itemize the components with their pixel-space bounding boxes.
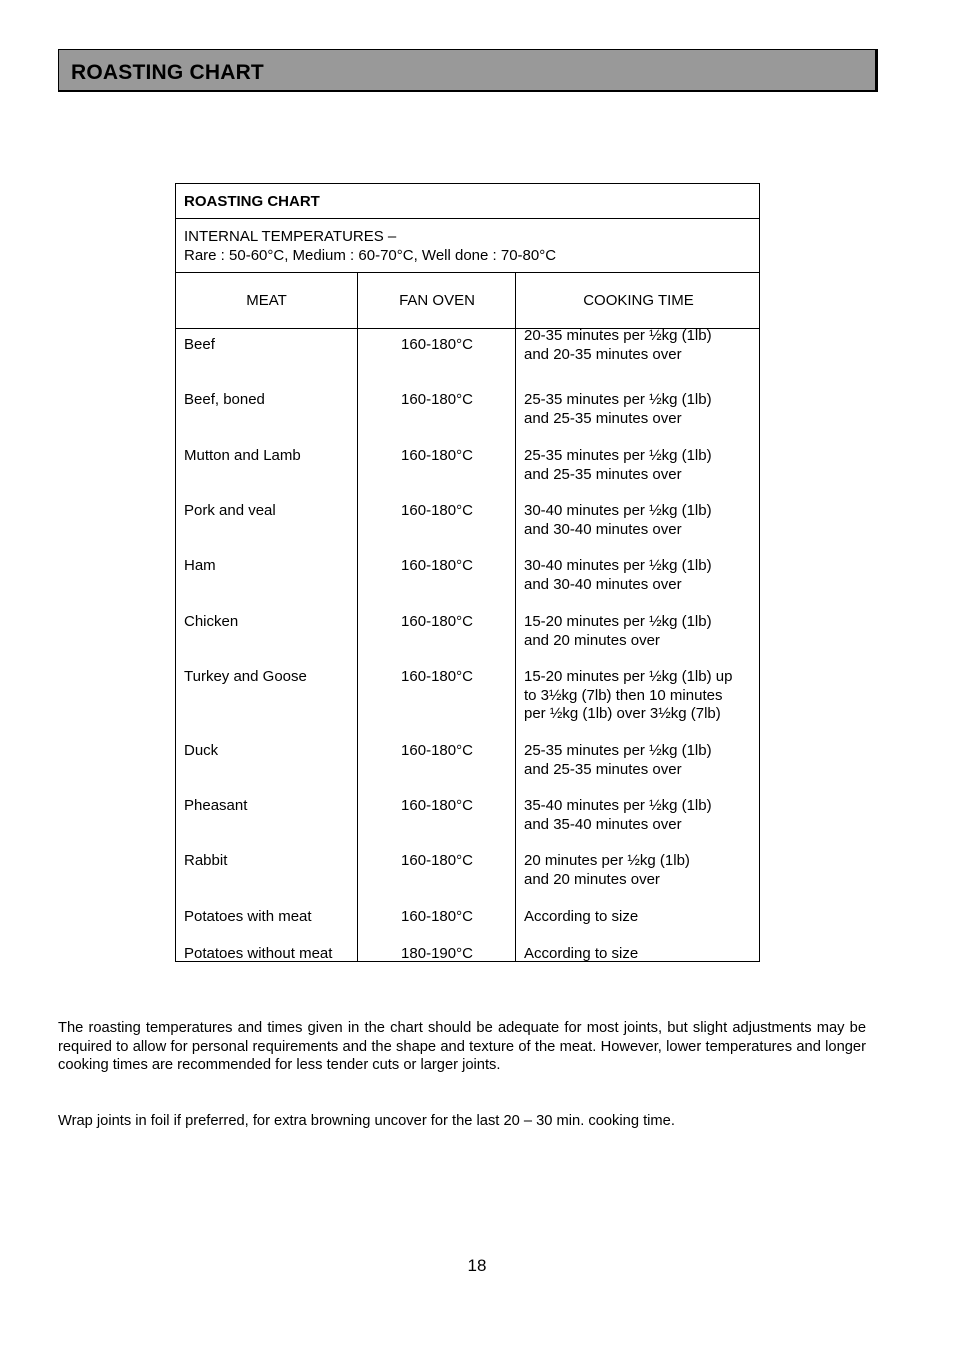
cooking-time-line: 25-35 minutes per ½kg (1lb) <box>524 742 712 759</box>
cooking-time-cell <box>524 613 756 650</box>
meat-cell: Chicken <box>184 613 239 630</box>
page-header <box>58 49 878 92</box>
foil-note: Wrap joints in foil if preferred, for extra browning uncover for the last 20 – 30 min. cooking time. <box>58 1113 675 1129</box>
cooking-time-line: 30-40 minutes per ½kg (1lb) <box>524 557 712 574</box>
meat-cell: Beef, boned <box>184 391 265 408</box>
fan-oven-cell: 160-180°C <box>401 336 473 353</box>
cooking-time-line: and 30-40 minutes over <box>524 520 682 538</box>
roasting-chart-table <box>175 183 760 962</box>
fan-oven-cell: 160-180°C <box>401 908 473 925</box>
cooking-time-line: According to size <box>524 908 639 925</box>
cooking-time-line: and 20 minutes over <box>524 631 660 649</box>
meat-cell: Rabbit <box>184 852 228 869</box>
column-header-row <box>176 273 759 329</box>
cooking-time-line: 30-40 minutes per ½kg (1lb) <box>524 502 712 519</box>
cooking-time-cell <box>524 668 756 724</box>
cooking-time-line: 15-20 minutes per ½kg (1lb) up <box>524 668 733 685</box>
cooking-time-cell <box>524 945 756 964</box>
meat-cell: Potatoes without meat <box>184 945 333 962</box>
fan-oven-cell: 160-180°C <box>401 613 473 630</box>
fan-oven-cell: 160-180°C <box>401 668 473 685</box>
fan-oven-cell: 160-180°C <box>401 742 473 759</box>
fan-oven-cell: 160-180°C <box>401 502 473 519</box>
page-title: ROASTING CHART <box>71 61 264 84</box>
cooking-time-line: to 3½kg (7lb) then 10 minutes <box>524 686 723 704</box>
internal-temperatures-heading: INTERNAL TEMPERATURES – <box>184 228 397 245</box>
cooking-time-line: 15-20 minutes per ½kg (1lb) <box>524 613 712 630</box>
chart-title: ROASTING CHART <box>184 193 320 210</box>
cooking-time-line: per ½kg (1lb) over 3½kg (7lb) <box>524 705 721 722</box>
meat-cell: Pork and veal <box>184 502 276 519</box>
cooking-time-line: and 25-35 minutes over <box>524 409 682 427</box>
roasting-note: The roasting temperatures and times given in the chart should be adequate for most joints, but slight adjustments may be required to allow for personal requirements and the shape and texture of the meat. However, lower temperatures and longer cooking times are recommended for less tender cuts or larger joints. <box>58 1020 866 1073</box>
cooking-time-cell <box>524 447 756 484</box>
meat-cell: Potatoes with meat <box>184 908 312 925</box>
meat-cell: Ham <box>184 557 216 574</box>
cooking-time-cell <box>524 852 756 889</box>
cooking-time-cell <box>524 502 756 539</box>
meat-cell: Duck <box>184 742 219 759</box>
cooking-time-cell <box>524 391 756 428</box>
cooking-time-line: and 20-35 minutes over <box>524 345 682 363</box>
cooking-time-line: and 35-40 minutes over <box>524 815 682 833</box>
internal-temperatures-row <box>176 219 759 273</box>
cooking-time-line: 35-40 minutes per ½kg (1lb) <box>524 797 712 814</box>
cooking-time-line: 20-35 minutes per ½kg (1lb) <box>524 327 712 344</box>
fan-oven-cell: 160-180°C <box>401 391 473 408</box>
cooking-time-cell <box>524 797 756 834</box>
fan-oven-cell: 160-180°C <box>401 557 473 574</box>
fan-oven-cell: 160-180°C <box>401 852 473 869</box>
cooking-time-line: and 30-40 minutes over <box>524 575 682 593</box>
cooking-time-cell <box>524 327 756 364</box>
column-header-cooking-time: COOKING TIME <box>583 292 694 309</box>
page-number: 18 <box>467 1256 487 1275</box>
meat-cell: Turkey and Goose <box>184 668 307 685</box>
meat-cell: Mutton and Lamb <box>184 447 301 464</box>
cooking-time-cell <box>524 908 756 927</box>
column-header-meat: MEAT <box>246 292 287 309</box>
cooking-time-line: 25-35 minutes per ½kg (1lb) <box>524 391 712 408</box>
meat-cell: Pheasant <box>184 797 248 814</box>
internal-temperatures-values: Rare : 50-60°C, Medium : 60-70°C, Well done : 70-80°C <box>184 247 557 264</box>
cooking-time-line: 25-35 minutes per ½kg (1lb) <box>524 447 712 464</box>
column-header-fan-oven: FAN OVEN <box>399 292 475 309</box>
chart-title-row <box>176 184 759 219</box>
cooking-time-line: According to size <box>524 945 639 962</box>
fan-oven-cell: 180-190°C <box>401 945 473 962</box>
cooking-time-cell <box>524 742 756 779</box>
cooking-time-cell <box>524 557 756 594</box>
fan-oven-cell: 160-180°C <box>401 797 473 814</box>
cooking-time-line: 20 minutes per ½kg (1lb) <box>524 852 690 869</box>
cooking-time-line: and 25-35 minutes over <box>524 465 682 483</box>
cooking-time-line: and 20 minutes over <box>524 870 660 888</box>
cooking-time-line: and 25-35 minutes over <box>524 760 682 778</box>
fan-oven-cell: 160-180°C <box>401 447 473 464</box>
meat-cell: Beef <box>184 336 215 353</box>
